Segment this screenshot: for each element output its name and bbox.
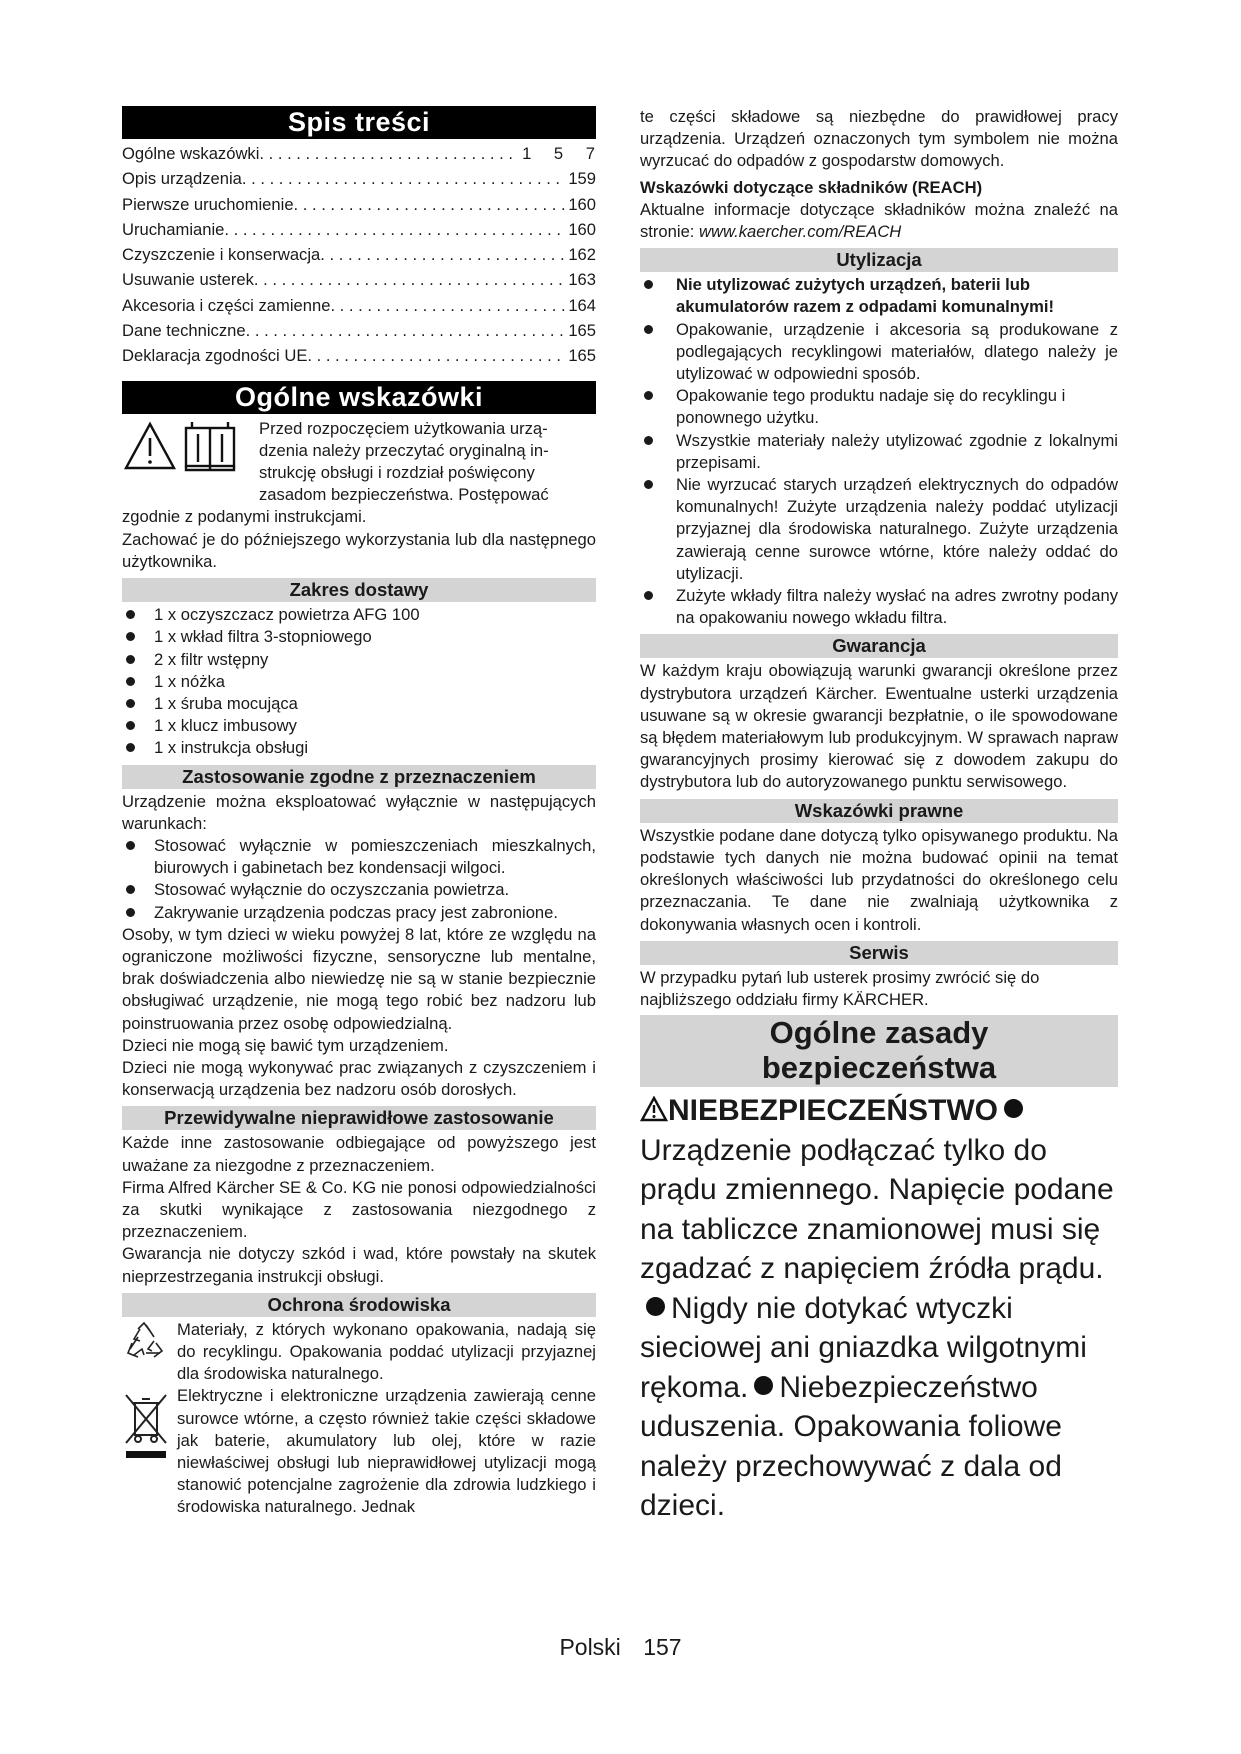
- recycle-icon: [124, 1321, 164, 1361]
- list-item: Nie wyrzucać starych urządzeń elektrycznych do odpadów komunalnych! Zużyte urządzenia należy poddać utylizacji przyjaznej dla środowiska naturalnego. Zużyte urządzenia zawierają cenne surowce wtórne, które należy oddać do utylizacji.: [640, 474, 1118, 585]
- reach-link[interactable]: www.kaercher.com/REACH: [699, 222, 902, 242]
- reach-heading: Wskazówki dotyczące składników (REACH): [640, 177, 983, 197]
- toc-entry[interactable]: Pierwsze uruchomienie . . . 160: [122, 192, 596, 217]
- toc-entry[interactable]: Czyszczenie i konserwacja . . . 162: [122, 242, 596, 267]
- table-of-contents: [122, 141, 604, 369]
- toc-entry[interactable]: Dane techniczne . . . 165: [122, 318, 596, 343]
- safety-s1: Urządzenie podłączać tylko do prądu zmiennego. Napięcie podane na tabliczce znamionowej musi się zgadzać z napięciem źródła prądu.: [640, 1133, 1114, 1286]
- toc-entry[interactable]: Akcesoria i części zamienne . . . 164: [122, 293, 596, 318]
- safety-s2: Nigdy nie dotykać wtyczki sieciowej ani gniazdka wilgotnymi rękoma.: [640, 1291, 1087, 1404]
- intended-list: [122, 835, 596, 924]
- service-text: W przypadku pytań lub usterek prosimy zwrócić się do najbliższego oddziału firmy KÄRCHER.: [640, 967, 1040, 1009]
- intended-persons: Osoby, w tym dzieci w wieku powyżej 8 lat, które ze względu na ograniczone możliwości fizyczne, sensoryczne lub mentalne, brak doświadczenia albo niewiedzę nie są w stanie bezpiecznie obsługiwać urządzenie, nie mogą tego robić bez nadzoru lub poinstruowania przez osobę odpowiedzialną.: [122, 924, 596, 1033]
- toc-entry[interactable]: Uruchamianie . . . 160: [122, 217, 596, 242]
- intended-children-clean: Dzieci nie mogą wykonywać prac związanych z czyszczeniem i konserwacją urządzenia bez nadzoru osób dorosłych.: [122, 1057, 596, 1100]
- toc-entry[interactable]: Deklaracja zgodności UE . . . 165: [122, 343, 596, 368]
- list-item: 1 x nóżka: [122, 671, 596, 693]
- misuse-p2: Firma Alfred Kärcher SE & Co. KG nie ponosi odpowiedzialności za skutki wynikające z zastosowania niezgodnego z przeznaczeniem.: [122, 1177, 596, 1242]
- warning-triangle-icon: [640, 1096, 668, 1122]
- list-item: Opakowanie tego produktu nadaje się do recyklingu i ponownego użytku.: [640, 385, 1118, 429]
- safety-s3: Niebezpieczeństwo uduszenia. Opakowania foliowe należy przechowywać z dala od dzieci.: [640, 1370, 1062, 1523]
- toc-entry[interactable]: Usuwanie usterek . . . 163: [122, 267, 596, 292]
- list-item: Zakrywanie urządzenia podczas pracy jest zabronione.: [122, 902, 596, 924]
- manual-book-icon: [186, 422, 234, 470]
- reach-text: Aktualne informacje dotyczące składników można znaleźć na stronie: www.kaercher.com/REACH: [640, 199, 1118, 242]
- bullet-icon: [754, 1376, 773, 1395]
- environment-title: Ochrona środowiska: [122, 1293, 596, 1317]
- intended-intro: Urządzenie można eksploatować wyłącznie w następujących warunkach:: [122, 791, 596, 833]
- list-item: 2 x filtr wstępny: [122, 649, 596, 671]
- recycle-block: Materiały, z których wykonano opakowania, nadają się do recyklingu. Opakowania poddać utylizacji przyjaznej dla środowiska naturalnego.: [122, 1319, 596, 1386]
- page-footer: [0, 1634, 1241, 1661]
- list-item: Opakowanie, urządzenie i akcesoria są produkowane z podlegających recyklingowi materiałów, dlatego należy je utylizować w odpowiedni sposób.: [640, 319, 1118, 386]
- safety-title: Ogólne zasady bezpieczeństwa: [640, 1015, 1118, 1087]
- left-column: [122, 106, 604, 1519]
- disposal-title: Utylizacja: [640, 248, 1118, 272]
- bullet-icon: [1004, 1099, 1023, 1118]
- list-item: 1 x instrukcja obsługi: [122, 737, 596, 759]
- list-item: 1 x wkład filtra 3-stopniowego: [122, 626, 596, 648]
- warning-manual-icons: [122, 418, 242, 478]
- legal-text: Wszystkie podane dane dotyczą tylko opisywanego produktu. Na podstawie tych danych nie można budować opinii na temat określonych właściwości lub przydatności do określonego celu przeznaczania. Te dane nie zwalniają użytkownika z dokonywania własnych ocen i kontroli.: [640, 825, 1118, 934]
- general-keep: Zachować je do późniejszego wykorzystania lub dla następnego użytkownika.: [122, 529, 596, 571]
- misuse-p3: Gwarancja nie dotyczy szkód i wad, które powstały na skutek nieprzestrzegania instrukcji obsługi.: [122, 1244, 596, 1286]
- list-item: 1 x oczyszczacz powietrza AFG 100: [122, 604, 596, 626]
- list-item: Stosować wyłącznie do oczyszczania powietrza.: [122, 879, 596, 901]
- danger-block: [640, 1091, 1118, 1526]
- intended-title: Zastosowanie zgodne z przeznaczeniem: [122, 765, 596, 789]
- scope-list: [122, 604, 596, 759]
- service-title: Serwis: [640, 941, 1118, 965]
- danger-heading: NIEBEZPIECZEŃSTWO: [668, 1094, 999, 1128]
- list-item: Zużyte wkłady filtra należy wysłać na adres zwrotny podany na opakowaniu nowego wkładu filtra.: [640, 585, 1118, 629]
- toc-entry[interactable]: Ogólne wskazówki . . . 1 5 7: [122, 141, 596, 166]
- disposal-list: [640, 274, 1118, 629]
- list-item: 1 x śruba mocująca: [122, 693, 596, 715]
- bullet-icon: [646, 1297, 665, 1316]
- list-item: Nie utylizować zużytych urządzeń, baterii lub akumulatorów razem z odpadami komunalnymi!: [640, 274, 1118, 318]
- toc-title: Spis treści: [122, 106, 596, 139]
- right-column: [640, 106, 1118, 1526]
- list-item: 1 x klucz imbusowy: [122, 715, 596, 737]
- general-title: Ogólne wskazówki: [122, 381, 596, 414]
- scope-title: Zakres dostawy: [122, 578, 596, 602]
- list-item: Stosować wyłącznie w pomieszczeniach mieszkalnych, biurowych i gabinetach bez kondensacji wilgoci.: [122, 835, 596, 879]
- warning-triangle-icon: [126, 424, 174, 468]
- footer-language: Polski: [559, 1634, 621, 1660]
- warranty-title: Gwarancja: [640, 634, 1118, 658]
- warranty-text: W każdym kraju obowiązują warunki gwarancji określone przez dystrybutora urządzeń Kärcher. Ewentualne usterki urządzenia usuwane są w okresie gwarancji bezpłatnie, o ile spowodowane są błędem materiałowym lub produkcyjnym. W sprawach napraw gwarancyjnych prosimy kierować się z dowodem zakupu do dystrybutora lub do autoryzowanego punktu serwisowego.: [640, 661, 1118, 792]
- page-number: 157: [643, 1634, 682, 1660]
- misuse-p1: Każde inne zastosowanie odbiegające od powyższego jest uważane za niezgodne z przeznaczeniem.: [122, 1133, 596, 1175]
- weee-block: Elektryczne i elektroniczne urządzenia zawierają cenne surowce wtórne, a często również takie części składowe jak baterie, akumulatory lub olej, które w razie niewłaściwej obsługi lub nieprawidłowej utylizacji mogą stanowić potencjalne zagrożenie dla zdrowia ludzkiego i środowiska naturalnego. Jednak: [122, 1385, 596, 1518]
- misuse-title: Przewidywalne nieprawidłowe zastosowanie: [122, 1106, 596, 1130]
- toc-entry[interactable]: Opis urządzenia . . . 159: [122, 166, 596, 191]
- weee-continued: te części składowe są niezbędne do prawidłowej pracy urządzenia. Urządzeń oznaczonych tym symbolem nie można wyrzucać do odpadów z gospodarstw domowych.: [640, 107, 1118, 171]
- crossed-bin-icon: [124, 1391, 168, 1459]
- intended-children-play: Dzieci nie mogą się bawić tym urządzeniem.: [122, 1035, 449, 1055]
- general-intro: Przed rozpoczęciem użytkowania urzą- dzenia należy przeczytać oryginalną in- strukcję obsługi i rozdział poświęcony zasadom bezpieczeństwa. Postępować zgodnie z podanymi instrukcjami.: [122, 418, 549, 527]
- list-item: Wszystkie materiały należy utylizować zgodnie z lokalnymi przepisami.: [640, 430, 1118, 474]
- legal-title: Wskazówki prawne: [640, 799, 1118, 823]
